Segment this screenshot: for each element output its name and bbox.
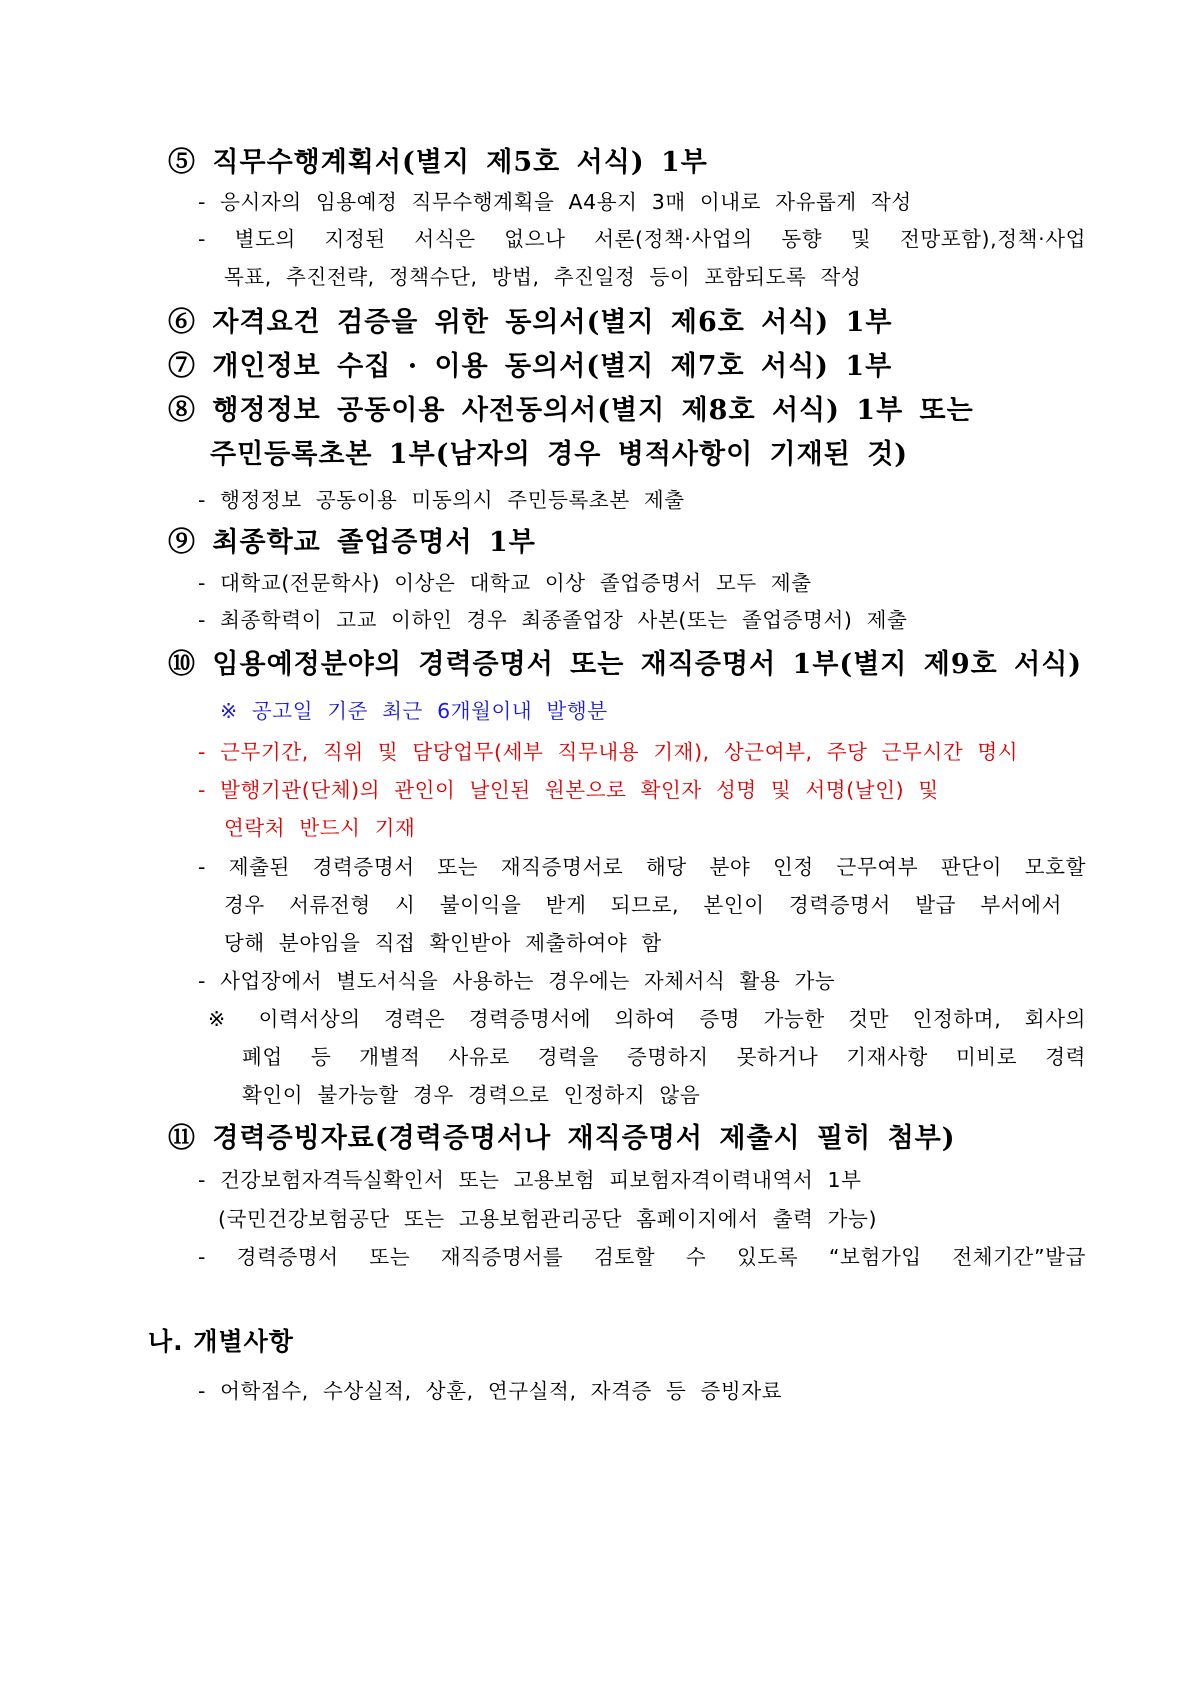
item-10-heading: ⑩ 임용예정분야의 경력증명서 또는 재직증명서 1부(별지 제9호 서식)	[168, 649, 1083, 680]
item-5-detail-1: - 응시자의 임용예정 직무수행계획을 A4용지 3매 이내로 자유롭게 작성	[198, 190, 912, 214]
item-10-detail-1: - 근무기간, 직위 및 담당업무(세부 직무내용 기재), 상근여부, 주당 근무시간 명시	[198, 740, 1019, 764]
item-10-notice: ※ 공고일 기준 최근 6개월이내 발행분	[220, 699, 608, 723]
item-10-detail-4: - 사업장에서 별도서식을 사용하는 경우에는 자체서식 활용 가능	[198, 969, 836, 993]
item-10-detail-3-cont-2: 당해 분야임을 직접 확인받아 제출하여야 함	[224, 931, 662, 955]
item-10-detail-2: - 발행기관(단체)의 관인이 날인된 원본으로 확인자 성명 및 서명(날인) 및	[198, 778, 939, 802]
item-11-detail-2: - 경력증명서 또는 재직증명서를 검토할 수 있도록 “보험가입 전체기간”발급	[198, 1245, 1086, 1269]
item-5-detail-2-cont: 목표, 추진전략, 정책수단, 방법, 추진일정 등이 포함되도록 작성	[224, 265, 862, 289]
item-9-heading: ⑨ 최종학교 졸업증명서 1부	[168, 527, 536, 558]
item-11-detail-1-cont: (국민건강보험공단 또는 고용보험관리공단 홈페이지에서 출력 가능)	[218, 1207, 878, 1231]
item-10-note-cont-1: 폐업 등 개별적 사유로 경력을 증명하지 못하거나 기재사항 미비로 경력	[242, 1045, 1086, 1069]
item-10-note: ※ 이력서상의 경력은 경력증명서에 의하여 증명 가능한 것만 인정하며, 회사의	[208, 1007, 1086, 1031]
item-11-detail-1: - 건강보험자격득실확인서 또는 고용보험 피보험자격이력내역서 1부	[198, 1168, 862, 1192]
item-10-note-cont-2: 확인이 불가능할 경우 경력으로 인정하지 않음	[242, 1083, 701, 1107]
section-individual-heading: 나. 개별사항	[148, 1327, 294, 1356]
item-5-heading: ⑤ 직무수행계획서(별지 제5호 서식) 1부	[168, 147, 708, 178]
item-8-detail-1: - 행정정보 공동이용 미동의시 주민등록초본 제출	[198, 488, 685, 512]
item-8-heading: ⑧ 행정정보 공동이용 사전동의서(별지 제8호 서식) 1부 또는	[168, 395, 974, 426]
item-9-detail-1: - 대학교(전문학사) 이상은 대학교 이상 졸업증명서 모두 제출	[198, 571, 812, 595]
item-5-detail-2: - 별도의 지정된 서식은 없으나 서론(정책·사업의 동향 및 전망포함),정책·사업	[198, 227, 1086, 251]
item-7-heading: ⑦ 개인정보 수집 · 이용 동의서(별지 제7호 서식) 1부	[168, 351, 893, 382]
item-10-detail-2-cont: 연락처 반드시 기재	[224, 816, 416, 840]
item-11-heading: ⑪ 경력증빙자료(경력증명서나 재직증명서 제출시 필히 첨부)	[168, 1123, 956, 1154]
item-8-heading-cont: 주민등록초본 1부(남자의 경우 병적사항이 기재된 것)	[210, 439, 909, 470]
item-9-detail-2: - 최종학력이 고교 이하인 경우 최종졸업장 사본(또는 졸업증명서) 제출	[198, 608, 908, 632]
item-10-detail-3-cont-1: 경우 서류전형 시 불이익을 받게 되므로, 본인이 경력증명서 발급 부서에서	[224, 893, 1062, 917]
item-6-heading: ⑥ 자격요건 검증을 위한 동의서(별지 제6호 서식) 1부	[168, 307, 893, 338]
item-10-detail-3: - 제출된 경력증명서 또는 재직증명서로 해당 분야 인정 근무여부 판단이 모호할	[198, 855, 1086, 879]
section-individual-detail: - 어학점수, 수상실적, 상훈, 연구실적, 자격증 등 증빙자료	[198, 1379, 783, 1403]
